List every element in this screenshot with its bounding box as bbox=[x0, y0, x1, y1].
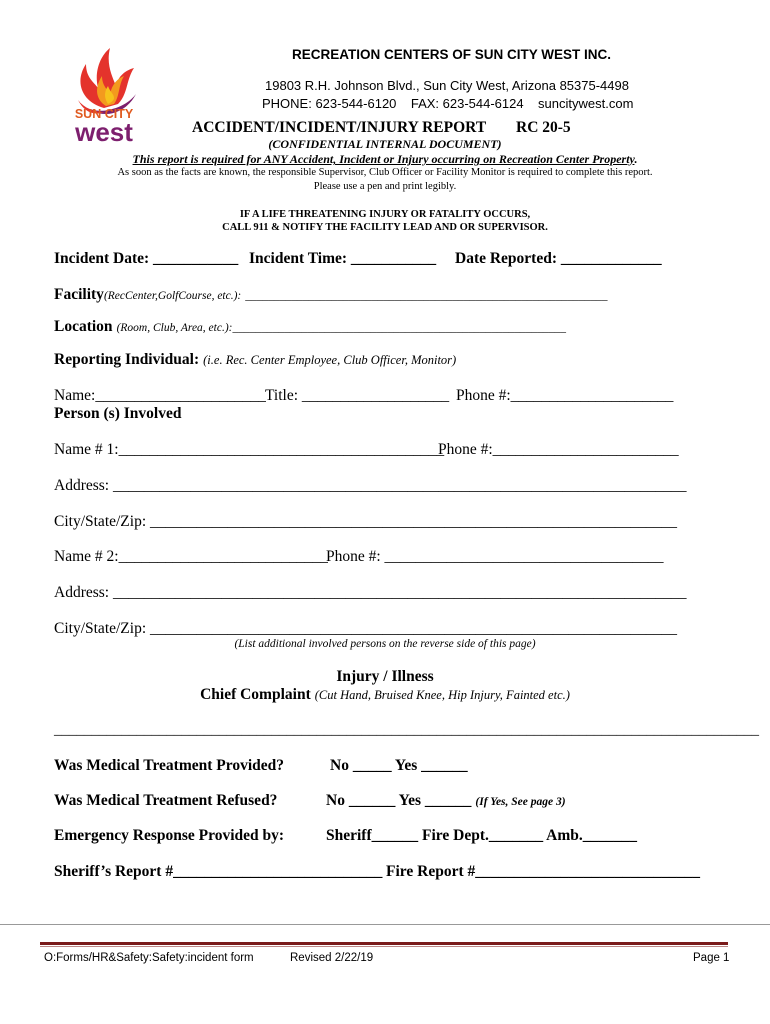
sun-city-west-logo bbox=[60, 42, 148, 146]
location-line: __________________________________________________________ bbox=[232, 322, 566, 334]
chief-complaint bbox=[0, 686, 770, 704]
footer-path: O:Forms/HR&Safety:Safety:incident form bbox=[44, 952, 254, 964]
emergency-response-question: Emergency Response Provided by: bbox=[54, 827, 285, 844]
person1-name-field[interactable]: Name # 1:__________________________________________ bbox=[54, 441, 445, 458]
warning-line-1: IF A LIFE THREATENING INJURY OR FATALITY OCCURS, bbox=[239, 209, 531, 220]
person2-phone-field[interactable]: Phone #: ____________________________________ bbox=[326, 548, 664, 565]
medical-refused-question: Was Medical Treatment Refused? bbox=[54, 792, 278, 809]
confidential-note: (CONFIDENTIAL INTERNAL DOCUMENT) bbox=[268, 137, 502, 151]
footer-rule bbox=[40, 942, 728, 945]
medical-provided-answer[interactable]: No _____ Yes ______ bbox=[330, 757, 468, 774]
location-field[interactable] bbox=[54, 318, 566, 336]
facility-field[interactable] bbox=[54, 286, 608, 304]
footer-page-number: Page 1 bbox=[693, 952, 730, 964]
reporting-individual bbox=[54, 351, 456, 369]
medical-refused-note: (If Yes, See page 3) bbox=[475, 796, 566, 808]
reporter-name-field[interactable]: Name:______________________ bbox=[54, 387, 266, 404]
persons-involved-label: Person (s) Involved bbox=[54, 405, 182, 422]
page-divider bbox=[0, 924, 770, 925]
incident-time-field[interactable]: Incident Time: ___________ bbox=[249, 250, 437, 267]
organization-address: 19803 R.H. Johnson Blvd., Sun City West, Arizona 85375-4498 bbox=[265, 78, 629, 93]
emergency-response-answer[interactable]: Sheriff______ Fire Dept._______ Amb._______ bbox=[326, 827, 637, 844]
form-title: ACCIDENT/INCIDENT/INJURY REPORT bbox=[192, 119, 487, 136]
reporting-hint: (i.e. Rec. Center Employee, Club Officer, Monitor) bbox=[203, 353, 457, 367]
flame-icon bbox=[78, 48, 136, 114]
reporter-title-field[interactable]: Title: ___________________ bbox=[265, 387, 450, 404]
person1-city-field[interactable]: City/State/Zip: ____________________________________________________________________ bbox=[54, 513, 678, 530]
footer-revised: Revised 2/22/19 bbox=[290, 952, 374, 964]
location-label: Location bbox=[54, 318, 113, 335]
person1-address-field[interactable]: Address: __________________________________________________________________________ bbox=[54, 477, 687, 494]
facility-hint: (RecCenter,GolfCourse, etc.): bbox=[103, 290, 242, 302]
location-hint: (Room, Club, Area, etc.): bbox=[116, 322, 233, 334]
person2-city-field[interactable]: City/State/Zip: ____________________________________________________________________ bbox=[54, 620, 678, 637]
medical-provided-question: Was Medical Treatment Provided? bbox=[54, 757, 285, 774]
facility-label: Facility bbox=[54, 286, 104, 303]
logo-text-line1: SUN CITY bbox=[74, 107, 134, 121]
medical-refused-options[interactable]: No ______ Yes ______ bbox=[326, 792, 472, 809]
organization-name: RECREATION CENTERS OF SUN CITY WEST INC. bbox=[292, 47, 612, 62]
instructions-line-1: As soon as the facts are known, the responsible Supervisor, Club Officer or Facility Monitor is required to complete this report. bbox=[117, 167, 653, 178]
reporting-label: Reporting Individual: bbox=[54, 351, 200, 368]
instructions-line-2: Please use a pen and print legibly. bbox=[313, 181, 457, 192]
fire-report-field[interactable]: Fire Report #_____________________________ bbox=[386, 863, 700, 880]
person2-name-field[interactable]: Name # 2:___________________________ bbox=[54, 548, 328, 565]
warning-line-2: CALL 911 & NOTIFY THE FACILITY LEAD AND OR SUPERVISOR. bbox=[222, 222, 548, 233]
incident-date-field[interactable]: Incident Date: ___________ bbox=[54, 250, 239, 267]
facility-line: _______________________________________________________________ bbox=[245, 290, 608, 302]
date-reported-field[interactable]: Date Reported: _____________ bbox=[455, 250, 662, 267]
reporter-phone-field[interactable]: Phone #:_____________________ bbox=[456, 387, 674, 404]
additional-persons-note: (List additional involved persons on the reverse side of this page) bbox=[234, 638, 536, 650]
footer-rule-thin bbox=[40, 946, 728, 947]
sheriff-report-field[interactable]: Sheriff’s Report #___________________________ bbox=[54, 863, 383, 880]
chief-complaint-label: Chief Complaint bbox=[200, 686, 311, 703]
person1-phone-field[interactable]: Phone #:________________________ bbox=[438, 441, 679, 458]
chief-complaint-hint: (Cut Hand, Bruised Knee, Hip Injury, Fainted etc.) bbox=[314, 688, 570, 702]
medical-refused-answer[interactable] bbox=[326, 792, 566, 810]
person2-address-field[interactable]: Address: __________________________________________________________________________ bbox=[54, 584, 687, 601]
form-code: RC 20-5 bbox=[516, 119, 571, 136]
organization-contact: PHONE: 623-544-6120 FAX: 623-544-6124 suncitywest.com bbox=[262, 96, 634, 111]
logo-text-line2: west bbox=[75, 117, 133, 146]
required-note: This report is required for ANY Accident, Incident or Injury occurring on Recreation Center Property bbox=[132, 152, 635, 166]
chief-complaint-line[interactable]: ______________________________________________________________________________________________ bbox=[54, 722, 759, 738]
injury-heading: Injury / Illness bbox=[336, 668, 434, 685]
